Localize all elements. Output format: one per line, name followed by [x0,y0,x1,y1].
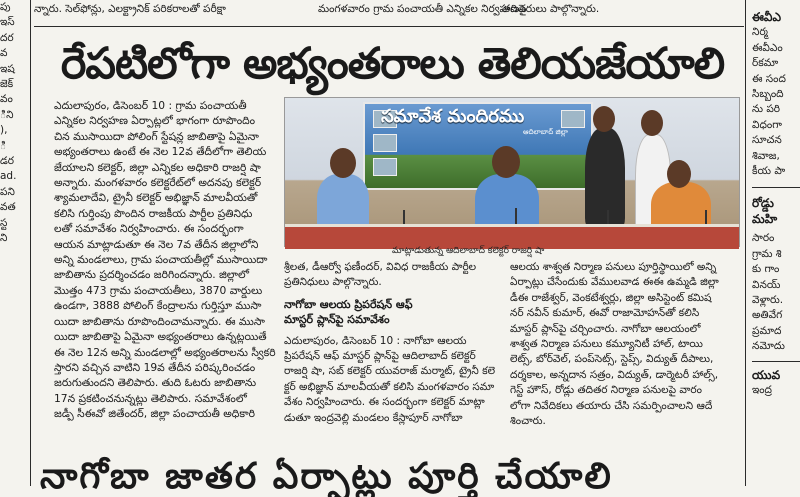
article-body-middle: శ్రీలత, డీఆర్వో ఫణీందర్, వివిధ రాజకీయ పార్టీల ప్రతినిధులు పాల్గొన్నారు. నాగోబా ఆలయ ప్రిపరేషన్ ఆఫ్ మాస్టర్ ప్లాన్‌పై సమావేశం ఎదులాపురం, డిసెంబర్ 10 : నాగోబా ఆలయ ప్రిపరేషన్ ఆఫ్ మాస్టర్ ప్లాన్‌పై ఆదిలాబాద్ కలెక్టర్ రాజర్షి షా, సబ్ కలెక్టర్ యువరాజ్ మర్మాట్, ట్రైనీ కలె క్టర్ అభిజ్ఞాన్ మాలవీయతో కలిసి మంగళవారం సమా వేశం నిర్వహించారు. ఈ సందర్భంగా కలెక్టర్ మాట్లా డుతూ ఇంద్రవెల్లి మండలం కేస్లాపూర్ నాగోబా [284,260,502,486]
text-line: కలిసి గుర్తింపు పొందిన రాజకీయ పార్టీల ప్రతినిధు [54,206,253,220]
sidebar-text-line: గ్రామ శి [752,247,782,260]
text-line: ఎదులాపురం, డిసెంబర్ 10 : గ్రామ పంచాయతీ [54,99,247,112]
subheadline: మాస్టర్ ప్లాన్‌పై సమావేశం [284,313,390,327]
text-fragment: ), [0,124,8,137]
text-line: చిన ముసాయిదా పోలింగ్ స్టేషన్ల జాబితాపై ఏమైనా [54,129,259,143]
left-column-fragments [0,0,27,486]
text-fragment: డర [0,155,14,168]
sidebar-divider [752,187,800,188]
text-line: అన్నారు. మంగళవారం కలెక్టరేట్‌లో అదనపు కలెక్టర్ [54,176,262,190]
text-line: డుతూ ఇంద్రవెల్లి మండలం కేస్లాపూర్ నాగోబా [284,411,463,424]
text-line: శ్యామలాదేవి, ట్రైనీ కలెక్టర్ అభిజ్ఞాన్ మాలవీయతో [54,191,258,205]
text-line: ఈ నెల 12న అన్ని మండలాల్లో అభ్యంతరాలను స్వీకరి [54,345,276,359]
text-fragment: జెక్ [0,78,14,91]
text-line: అన్ని మండలాలు, గ్రామ పంచాయతీల్లో ముసాయిదా [54,253,268,267]
banner-thumbnail [373,158,397,176]
text-line: ఉండగా, 3888 పోలింగ్ కేంద్రాలను గుర్తిస్తూ ముసా [54,299,262,313]
text-fragment: వ [0,47,8,60]
article-body-right [510,260,740,486]
text-line: ప్రిపరేషన్ ఆఫ్ మాస్టర్ ప్లాన్‌పై ఆదిలాబాద్ కలెక్టర్ [284,350,476,363]
text-line: యిదా జాబితాను రూపొందించామన్నారు. ఈ ముసా [54,314,265,328]
text-fragment: ఇష [0,62,15,75]
top-continuation-text-right: మంగళవారం గ్రామ పంచాయతీ ఎన్నికల నిర్వహణపై [318,3,527,15]
banner-title: సమావేశ మందిరము [381,106,525,127]
text-line: వేశం నిర్వహించారు. ఈ సందర్భంగా కలెక్టర్ మాట్లా [284,396,485,409]
sidebar-text-line: ఇంద్ర [752,383,772,396]
person-collector-head [492,146,520,178]
text-line: లోగా నివేదికలు తయారు చేసి సమర్పించాలని ఆదే [510,399,713,412]
text-fragment: పు [0,1,11,13]
person-standing-black [585,128,625,228]
sidebar-heading: ఈవీఎ [752,10,781,24]
photo-caption: మాట్లాడుతున్న ఆదిలాబాద్ కలెక్టర్ రాజర్షి షా [392,246,545,256]
next-article-headline: నాగోబా జాతర ఏర్పాట్లు పూర్తి చేయాలి [40,456,613,497]
person-left-head [330,148,356,178]
text-line: యిదా జాబితాపై ఏమైనా అభ్యంతరాలు ఉన్నట్లయితే [54,330,267,344]
sidebar-text-line: ఈ సంద [752,72,786,85]
sidebar-text-line: వినయ్ [752,278,781,291]
sidebar-text-line: విధంగా [752,118,782,131]
text-fragment: ి [0,139,7,152]
sidebar-text-line: ను పరి [752,103,781,116]
top-rule [34,26,744,27]
text-line: మాస్టర్ ప్లాన్‌పై చర్చించారు. నాగోబా ఆలయంలో [510,322,701,335]
text-line: క్టర్ అభిజ్ఞాన్ మాలవీయతో కలిసి మంగళవారం సమా [284,380,495,393]
sidebar-text-line: సారం [752,232,775,245]
text-line: ఎదులాపురం, డిసెంబర్ 10 : నాగోబా ఆలయ [284,334,467,347]
top-continuation-text-far-right: తదితరులు పాల్గొన్నారు. [502,3,600,15]
sidebar-text [752,25,800,179]
text-line: ఏర్పాట్లు చేసేందుకు వేములవాడ ఈఈ ఉమ్మడి జిల్లా [510,276,719,289]
text-line: లతో సమావేశం నిర్వహించారు. ఈ సందర్భంగా [54,222,244,236]
top-continuation-text: న్నారు. సెల్‌ఫోన్లు, ఎలక్ట్రానిక్ పరికరాలతో పరీక్షా [34,3,226,15]
person-standing-white-head [641,110,663,136]
text-line: జాబితాను ప్రదర్శించడం జరిగిందన్నారు. జిల్లాలో [54,268,249,282]
sidebar-divider [752,361,800,362]
text-line: 17న ప్రకటించనున్నట్లు తెలిపారు. సమావేశంలో [54,391,247,405]
subheadline: నాగోబా ఆలయ ప్రిపరేషన్ ఆఫ్ [284,297,413,311]
sidebar-column [752,0,800,486]
text-fragment: ad. [0,170,17,183]
text-line: జడ్పీ సీఈవో జితేందర్, జిల్లా పంచాయతీ అధికారి [54,407,255,421]
text-line: అభ్యంతరాలు ఉంటే ఈ నెల 12వ తేదీలోగా తెలియ [54,145,267,159]
text-fragment: ని [0,232,8,245]
column-divider-left [30,0,31,486]
banner-thumbnail [373,134,397,152]
text-fragment: ఇస్ [0,16,15,29]
sidebar-text-line: సూచన [752,134,782,147]
text-fragment: ిని [0,108,14,121]
article-body-left [54,98,280,486]
sidebar-text-line: కు గాం [752,263,780,276]
sidebar-heading: యువ [752,367,781,382]
column-divider-right [745,0,746,486]
text-line: ఆలయ శాశ్వత నిర్మాణ పనులు పూర్తిస్థాయిలో అన్ని [510,261,717,273]
sidebar-text-line: ఈవీఎం [752,41,783,54]
sidebar-text-line: ప్రమాద [752,324,782,337]
text-line: నర్ నవీన్ కుమార్, ఈవో రాజామోహన్‌తో కలిసి [510,307,700,320]
text-line: జేయాలని కలెక్టర్, జిల్లా ఎన్నికల అధికారి రాజర్షి షా [54,160,261,174]
sidebar-text-line: శివాజ, [752,149,780,162]
text-line: శించారు. [510,415,546,428]
banner-thumbnail [561,110,585,128]
text-line: రాజర్షి షా, సబ్ కలెక్టర్ యువరాజ్ మర్మాట్, ట్రైనీ కలె [284,365,496,378]
text-line: శాశ్వత నిర్మాణ పనులు కమ్యూనిటీ హాల్, టాయి [510,338,703,351]
article-headline: రేపటిలోగా అభ్యంతరాలు తెలియజేయాలి [60,39,725,89]
text-fragment: పని [0,185,15,198]
text-fragment: దర [0,31,14,44]
article-photo [284,97,740,247]
text-fragment: స్ట [0,216,8,229]
sidebar-text [752,231,800,354]
sidebar-text-line: నిర్మ [752,26,768,39]
text-line: లెట్స్, బోర్‌వెల్, పంప్‌సెట్స్, స్టెప్స్, విద్యుత్ దీపాలు, [510,353,714,366]
second-article-body [284,334,502,426]
person-standing-head [593,106,615,132]
text-line: మొత్తం 473 గ్రామ పంచాయతీలు, 3870 వార్డులు [54,283,263,297]
banner-subtitle: ఆదిలాబాద్ జిల్లా [523,128,568,136]
person-right-head [667,160,691,188]
sidebar-text-line: కీయ పా [752,165,786,178]
sidebar-heading: మహి [752,211,778,226]
text-line: ఆయన మాట్లాడుతూ ఈ నెల 7వ తేదీన జిల్లాలోని [54,237,259,251]
text-line: స్తారని వచ్చిన వాటిని 19వ తేదీన పరిష్కరించడం [54,360,256,374]
text-line: డీఈ రాజేశ్వర్, వెంకటేశ్వర్లు, జిల్లా అసిస్టెంట్ కమిష [510,291,712,304]
sidebar-text-line: నమోదు [752,340,785,353]
text-line: జరుగుతుందని తెలిపారు. తుది ఓటరు జాబితాను [54,376,257,390]
sidebar-text-line: వెళ్లారు. [752,293,784,306]
text-line: గెస్ట్ హౌస్, రోడ్లు తదితర నిర్మాణ పనులపై వారం [510,384,702,397]
sidebar-text-line: ర్‌కమా [752,57,779,70]
text-line: దర్శకాల, అన్నదాన సత్రం, విద్యుత్, డార్మెటరీ హాల్స్, [510,368,719,381]
text-fragment: వత [0,201,16,214]
text-line: ఎన్నికల నిర్వహణ ఏర్పాట్లలో భాగంగా రూపొందిం [54,114,256,128]
text-fragment: వం [0,93,13,106]
sidebar-text-line: సిబ్బంది [752,88,784,101]
sidebar-heading: రోడ్డు [752,196,774,211]
sidebar-text-line: అతివేగ [752,309,783,322]
